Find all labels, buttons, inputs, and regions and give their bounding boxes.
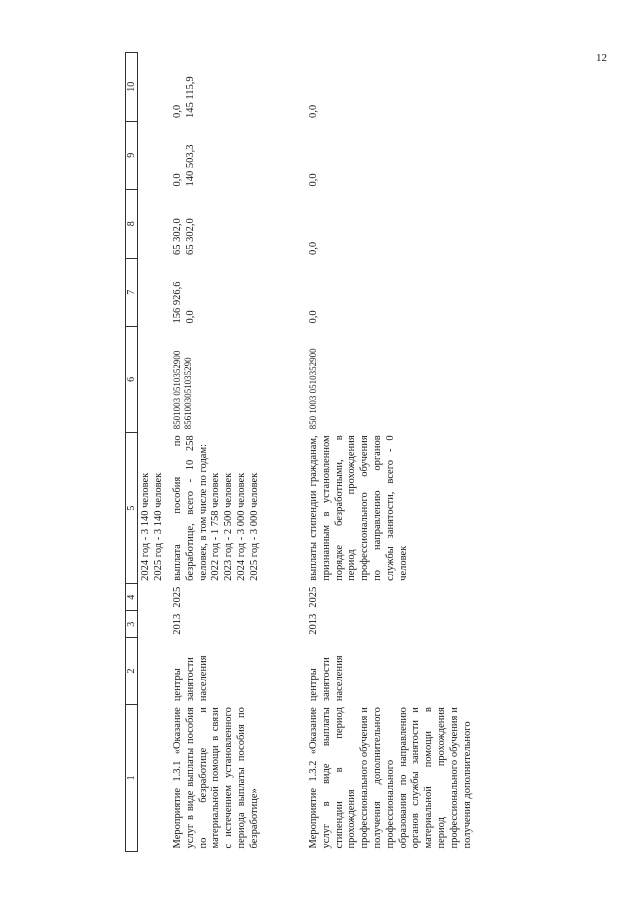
amount-value: 0,0 <box>308 173 319 187</box>
start-year-cell: 2013 <box>308 613 319 635</box>
cont-indicator-cell <box>138 432 171 583</box>
amount-value: 0,0 <box>172 173 183 187</box>
budget-code: 8561003051035290 <box>182 357 193 430</box>
amount-value: 0,0 <box>172 104 183 119</box>
column-number-header-row <box>126 53 138 852</box>
cont-cell-3 <box>138 611 171 638</box>
cont-cell-1 <box>138 704 171 851</box>
column-header-6: 6 <box>126 327 138 433</box>
column-header-5: 5 <box>126 432 138 583</box>
indicator-year-line: 2024 год - 3 000 человек <box>235 472 247 581</box>
budget-code-cell <box>170 327 306 433</box>
indicator-year-line: 2022 год - 1 758 человек <box>210 472 222 581</box>
indicator-year-line: 2025 год - 3 000 человек <box>248 472 260 581</box>
event-name-cell: Мероприятие 1.3.2 «Оказание услуг в виде выплаты стипендии в период прохождения профессионального обучения и получения дополнительного профессионального образования по направлению органов службы занятости и материальной помощи в период прохождения профессионального обучения и получения дополнительного <box>308 707 473 849</box>
event-name-cell: Мероприятие 1.3.1 «Оказание услуг в виде выплаты пособия по безработице и материальной помощи в связи с истечением установленного периода выплаты пособия по безработице» <box>172 707 260 849</box>
indicator-cell <box>170 432 306 583</box>
cont-cell-7 <box>138 258 171 326</box>
column-header-4: 4 <box>126 584 138 611</box>
cont-cell-9 <box>138 121 171 189</box>
column-header-7: 7 <box>126 258 138 326</box>
start-year-cell: 2013 <box>172 613 183 635</box>
amount-col10-cell <box>306 53 485 122</box>
budget-code: 850 1003 0510352900 <box>308 348 318 430</box>
amount-col9-cell <box>306 121 485 189</box>
column-header-9: 9 <box>126 121 138 189</box>
rotated-table-wrapper <box>125 52 585 852</box>
column-header-8: 8 <box>126 190 138 258</box>
amount-value: 65 302,0 <box>184 218 196 256</box>
column-header-1: 1 <box>126 704 138 851</box>
amount-value: 0,0 <box>308 310 319 324</box>
cont-cell-8 <box>138 190 171 258</box>
budget-code-cell <box>306 327 485 433</box>
cont-year-line: 2025 год - 3 140 человек <box>152 472 164 581</box>
indicator-year-line: 2023 год - 2 500 человек <box>223 472 235 581</box>
amount-value: 0,0 <box>184 310 196 324</box>
amount-value: 145 115,9 <box>184 76 196 119</box>
amount-col7-cell <box>306 258 485 326</box>
executor-cell: центры занятости населения <box>172 655 209 702</box>
page-number: 12 <box>596 52 607 64</box>
indicator-cell: выплаты стипендии гражданам, признанным в установленном порядке безработными, в период прохождения профессионального обучения по направлению органов службы занятости, всего - 0 человек <box>308 435 409 581</box>
executor-cell: центры занятости населения <box>308 655 345 702</box>
indicator-text: выплата пособия по безработице, всего - 10 258 человек, в том числе по годам: <box>172 435 209 581</box>
budget-code: 8501003 0510352900 <box>172 350 182 430</box>
cont-cell-10 <box>138 53 171 122</box>
amount-value: 0,0 <box>308 104 319 119</box>
column-header-3: 3 <box>126 611 138 638</box>
end-year-cell: 2025 <box>172 586 183 608</box>
end-year-cell: 2025 <box>308 586 319 608</box>
amount-col7-cell <box>170 258 306 326</box>
amount-col10-cell <box>170 53 306 122</box>
amount-col9-cell <box>170 121 306 189</box>
amount-col8-cell <box>306 190 485 258</box>
cont-cell-6 <box>138 327 171 433</box>
cont-cell-2 <box>138 638 171 704</box>
amount-value: 156 926,6 <box>172 281 183 324</box>
amount-value: 0,0 <box>308 241 319 256</box>
cont-year-line: 2024 год - 3 140 человек <box>140 472 151 581</box>
amount-col8-cell <box>170 190 306 258</box>
column-header-2: 2 <box>126 638 138 704</box>
table-row-event-1-3-1 <box>170 53 306 852</box>
amount-value: 140 503,3 <box>184 144 196 187</box>
table-row-event-1-3-2 <box>306 53 485 852</box>
program-events-table <box>125 52 485 852</box>
amount-value: 65 302,0 <box>172 218 183 256</box>
continuation-row <box>138 53 171 852</box>
cont-cell-4 <box>138 584 171 611</box>
column-header-10: 10 <box>126 53 138 122</box>
